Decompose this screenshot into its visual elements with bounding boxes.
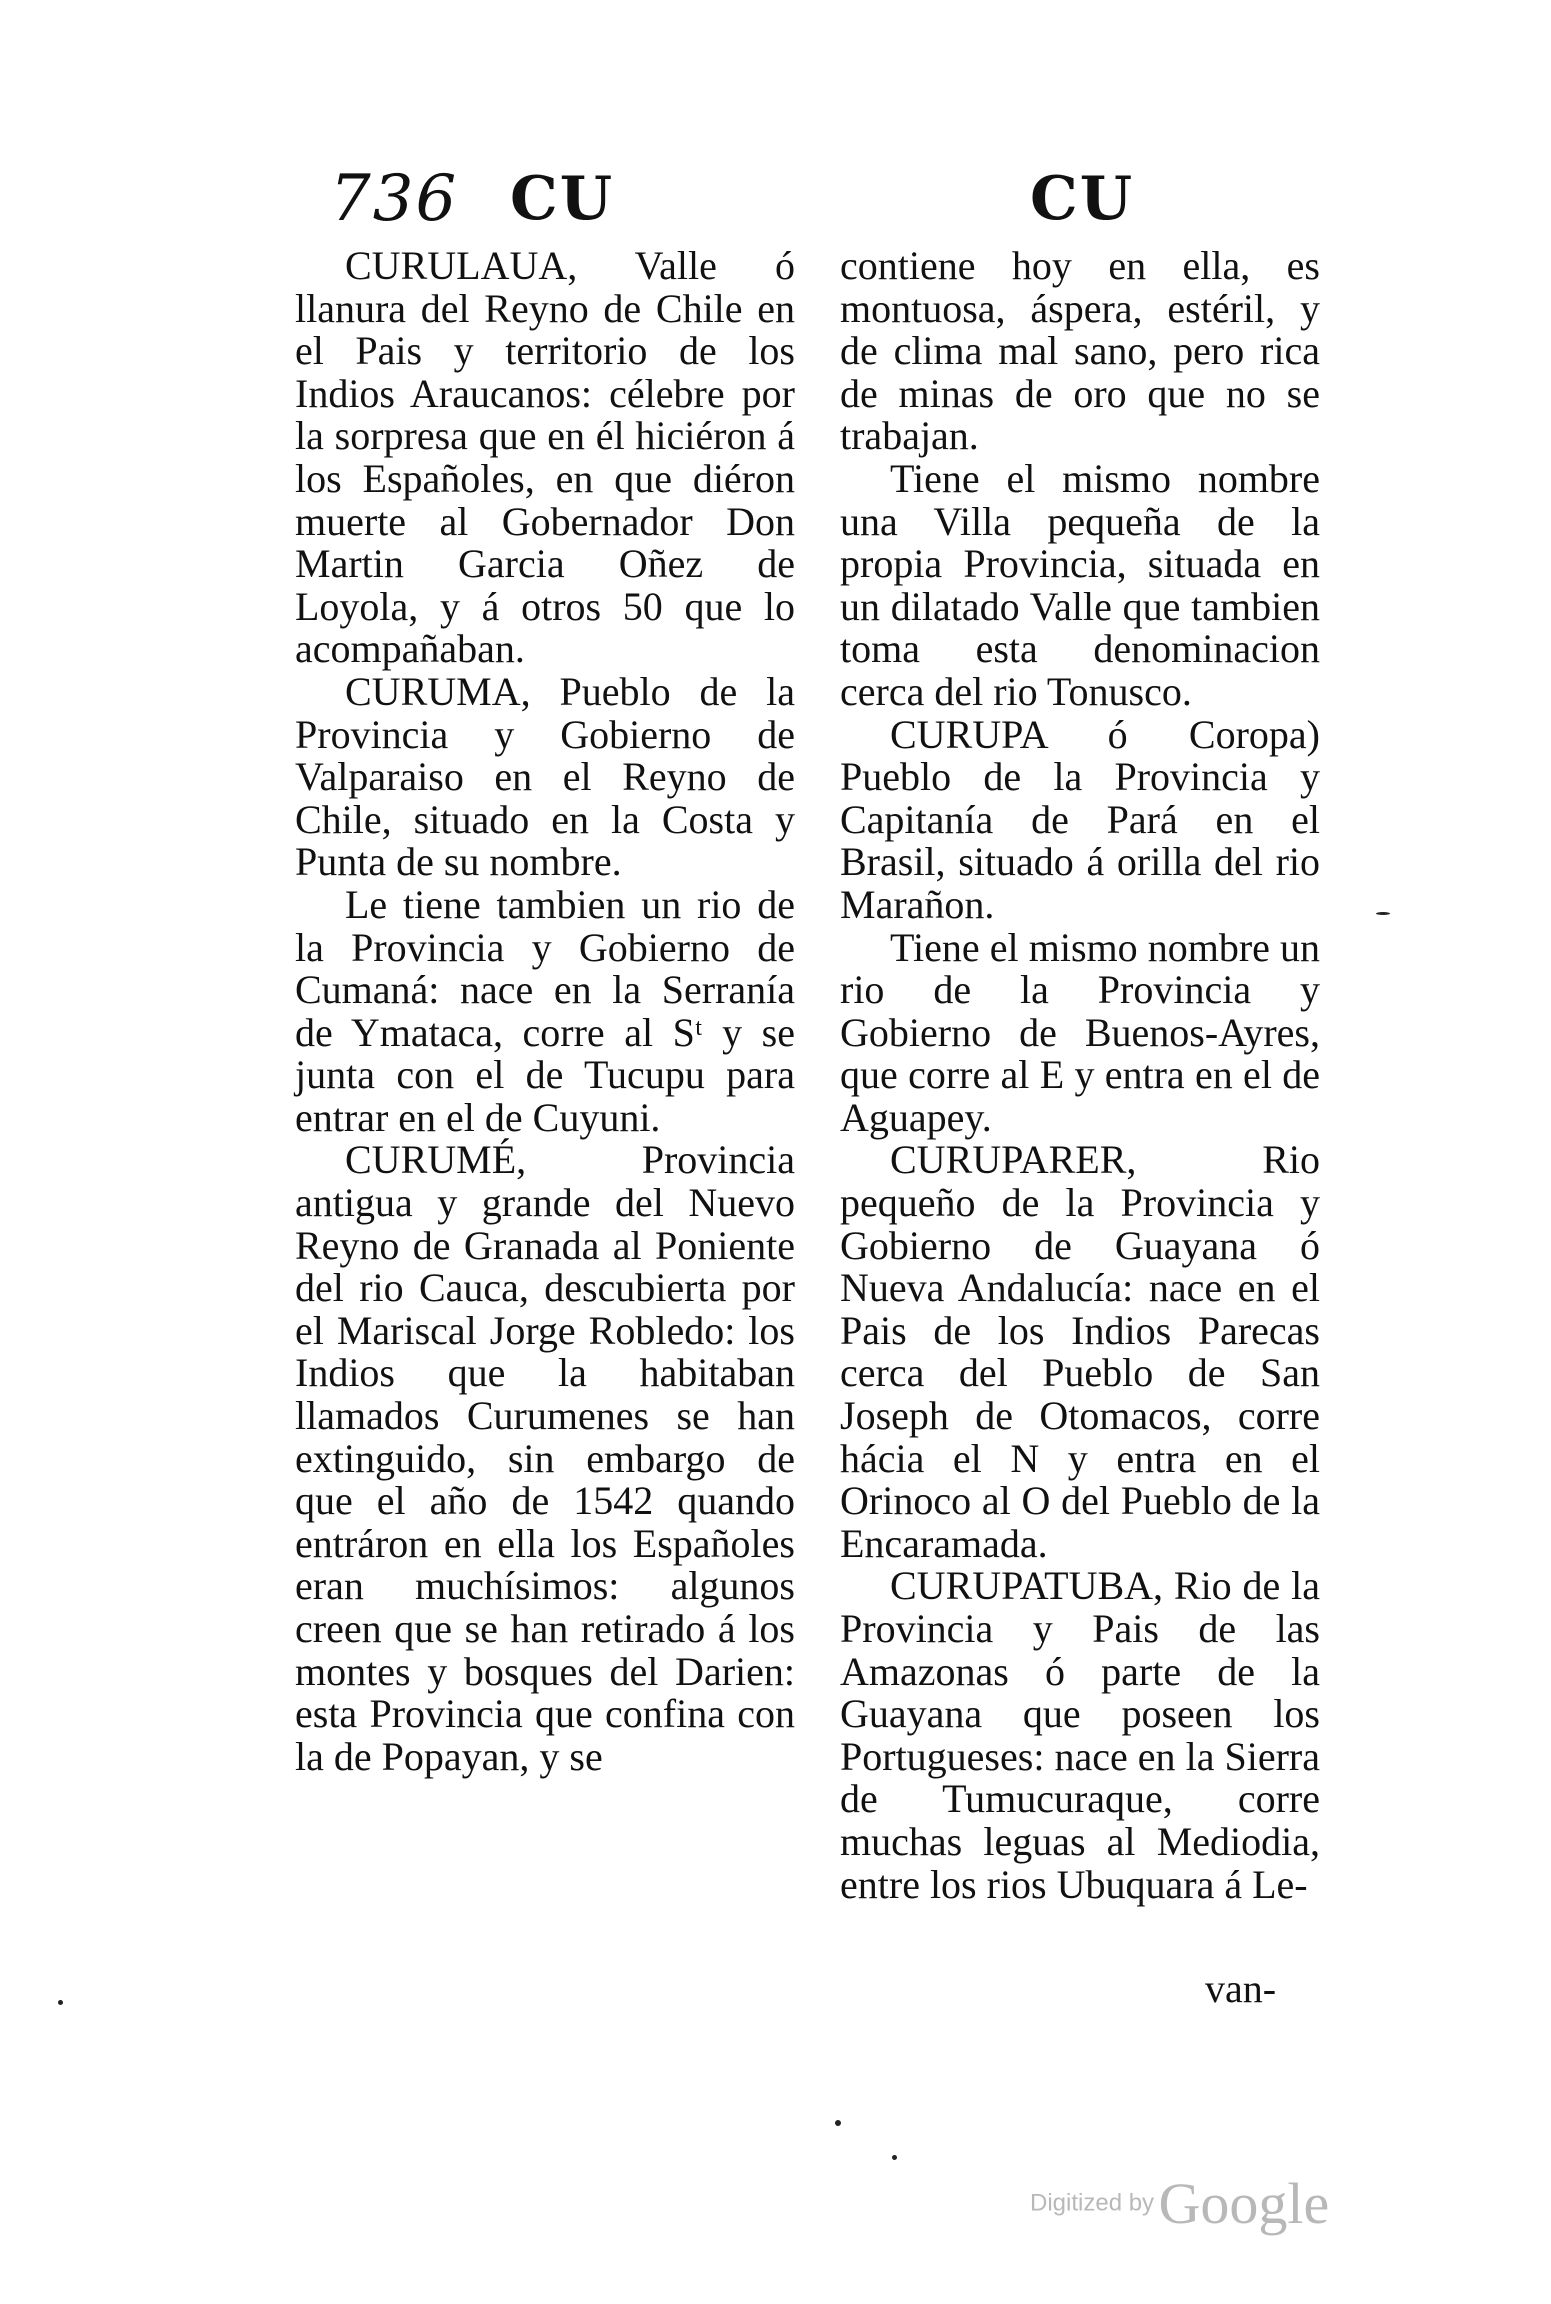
google-logo: Google — [1158, 2171, 1330, 2236]
catchword: van- — [1205, 1966, 1277, 2011]
digitized-by-google-watermark — [1030, 2170, 1329, 2237]
watermark-prefix: Digitized by — [1030, 2189, 1155, 2217]
entry-tiene-rio: Tiene el mismo nombre un rio de la Provincia y Gobierno de Buenos-Ayres, que corre al E y entra en el de Aguapey. — [840, 924, 1320, 1140]
entry-curume-continued: contiene hoy en ella, es montuosa, áspera, estéril, y de clima mal sano, pero rica de minas de oro que no se trabajan. — [840, 243, 1320, 459]
scan-speck — [58, 2000, 63, 2005]
entry-curupa: CURUPA ó Coropa) Pueblo de la Provincia y Capitanía de Pará en el Brasil, situado á orilla del rio Marañon. — [840, 711, 1320, 927]
right-column — [840, 245, 1320, 1906]
left-running-head: CU — [510, 164, 615, 234]
scan-speck — [892, 2155, 897, 2160]
entry-curuma: CURUMA, Pueblo de la Provincia y Gobierno de Valparaiso en el Reyno de Chile, situado en la Costa y Punta de su nombre. — [295, 668, 795, 885]
scan-speck — [1376, 912, 1390, 915]
right-running-head: CU — [1030, 164, 1135, 234]
entry-curulaua: CURULAUA, Valle ó llanura del Reyno de Chile en el Pais y territorio de los Indios Araucanos: célebre por la sorpresa que en él hiciéron á los Españoles, en que diéron muerte al Gobernador Don Martin Garcia Oñez de Loyola, y á otros 50 que lo acompañaban. — [295, 243, 795, 672]
entry-tiene-villa: Tiene el mismo nombre una Villa pequeña de la propia Provincia, situada en un dilatado Valle que tambien toma esta denominacion cerca del rio Tonusco. — [840, 455, 1320, 714]
left-column — [295, 245, 795, 1778]
entry-curume: CURUMÉ, Provincia antigua y grande del Nuevo Reyno de Granada al Poniente del rio Cauca, descubierta por el Mariscal Jorge Robledo: los Indios que la habitaban llamados Curumenes se han extinguido, sin embargo de que el año de 1542 quando entráron en ella los Españoles eran muchísimos: algunos creen que se han retirado á los montes y bosques del Darien: esta Provincia que confina con la de Popayan, y se — [295, 1137, 795, 1779]
entry-curuma-river: Le tiene tambien un rio de la Provincia y Gobierno de Cumaná: nace en la Serranía de Ymataca, corre al Sᵗ y se junta con el de Tucupu para entrar en el de Cuyuni. — [295, 881, 795, 1140]
entry-curupatuba: CURUPATUBA, Rio de la Provincia y Pais de las Amazonas ó parte de la Guayana que poseen los Portugueses: nace en la Sierra de Tumucuraque, corre muchas leguas al Mediodia, entre los rios Ubuquara á Le- — [840, 1563, 1320, 1907]
scan-speck — [835, 2120, 841, 2126]
running-header — [0, 150, 1551, 240]
page-number: 736 — [330, 162, 459, 236]
entry-curuparer: CURUPARER, Rio pequeño de la Provincia y Gobierno de Guayana ó Nueva Andalucía: nace en el Pais de los Indios Parecas cerca del Pueblo de San Joseph de Otomacos, corre hácia el N y entra en el Orinoco al O del Pueblo de la Encaramada. — [840, 1137, 1320, 1566]
